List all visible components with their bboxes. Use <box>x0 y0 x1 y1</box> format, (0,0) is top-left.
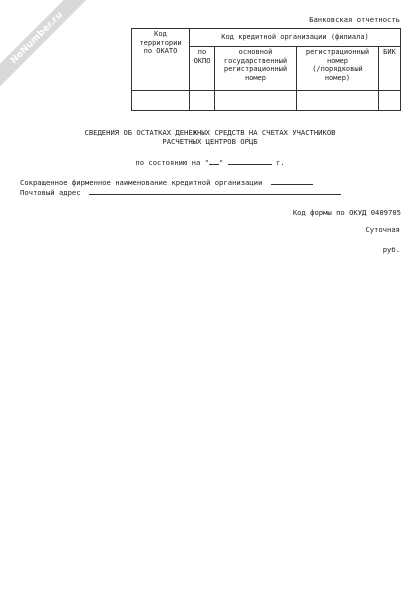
watermark-ribbon <box>0 0 96 97</box>
regnum-header-line: номер <box>326 56 349 65</box>
form-title <box>0 128 420 146</box>
ogrn-header-line: основной <box>238 48 273 56</box>
regnum-header-line: номер) <box>324 73 351 82</box>
periodicity: Суточная <box>365 225 400 234</box>
regnum-header-line: регистрационный <box>305 48 370 56</box>
regnum-header-line: (/порядковый <box>312 65 363 73</box>
watermark-text: NoNumber.ru <box>8 10 65 67</box>
report-date-prefix: по состоянию на " <box>135 158 209 167</box>
ogrn-header-line: номер <box>244 73 267 82</box>
okpo-header-line: по <box>197 48 207 56</box>
org-name-blank <box>271 184 313 185</box>
address-row <box>20 188 341 197</box>
okato-value-cell <box>132 91 190 111</box>
address-blank <box>89 194 341 195</box>
reporting-type-label: Банковская отчетность <box>309 15 400 24</box>
okpo-header-line: ОКПО <box>193 56 211 65</box>
report-month-blank <box>228 164 272 165</box>
okato-header-line: по ОКАТО <box>143 47 178 55</box>
ogrn-value-cell <box>215 91 297 111</box>
ogrn-header <box>215 47 297 91</box>
bik-header: БИК <box>379 47 401 91</box>
org-name-label: Сокращенное фирменное наименование кредитной организации <box>20 178 263 187</box>
form-title-line: СВЕДЕНИЯ ОБ ОСТАТКАХ ДЕНЕЖНЫХ СРЕДСТВ НА СЧЕТАХ УЧАСТНИКОВ <box>84 128 336 137</box>
okato-header-line: территории <box>139 38 182 47</box>
okpo-value-cell <box>190 91 215 111</box>
report-date-line <box>0 158 420 167</box>
credit-org-header: Код кредитной организации (филиала) <box>190 29 401 47</box>
okato-header <box>132 29 190 91</box>
regnum-value-cell <box>297 91 379 111</box>
address-label: Почтовый адрес <box>20 188 81 197</box>
currency-unit: руб. <box>382 245 400 254</box>
form-title-line: РАСЧЕТНЫХ ЦЕНТРОВ ОРЦБ <box>162 137 258 146</box>
form-code: Код формы по ОКУД 0409705 <box>292 208 401 217</box>
reporting-codes-table <box>131 28 401 111</box>
okpo-header <box>190 47 215 91</box>
ogrn-header-line: государственный <box>223 56 288 65</box>
report-date-suffix: г. <box>271 158 285 167</box>
bik-value-cell <box>379 91 401 111</box>
ogrn-header-line: регистрационный <box>223 65 288 73</box>
report-day-blank <box>209 164 219 165</box>
org-name-row <box>20 178 313 187</box>
okato-header-line: Код <box>154 30 167 38</box>
regnum-header <box>297 47 379 91</box>
report-date-mid: " <box>218 158 228 167</box>
